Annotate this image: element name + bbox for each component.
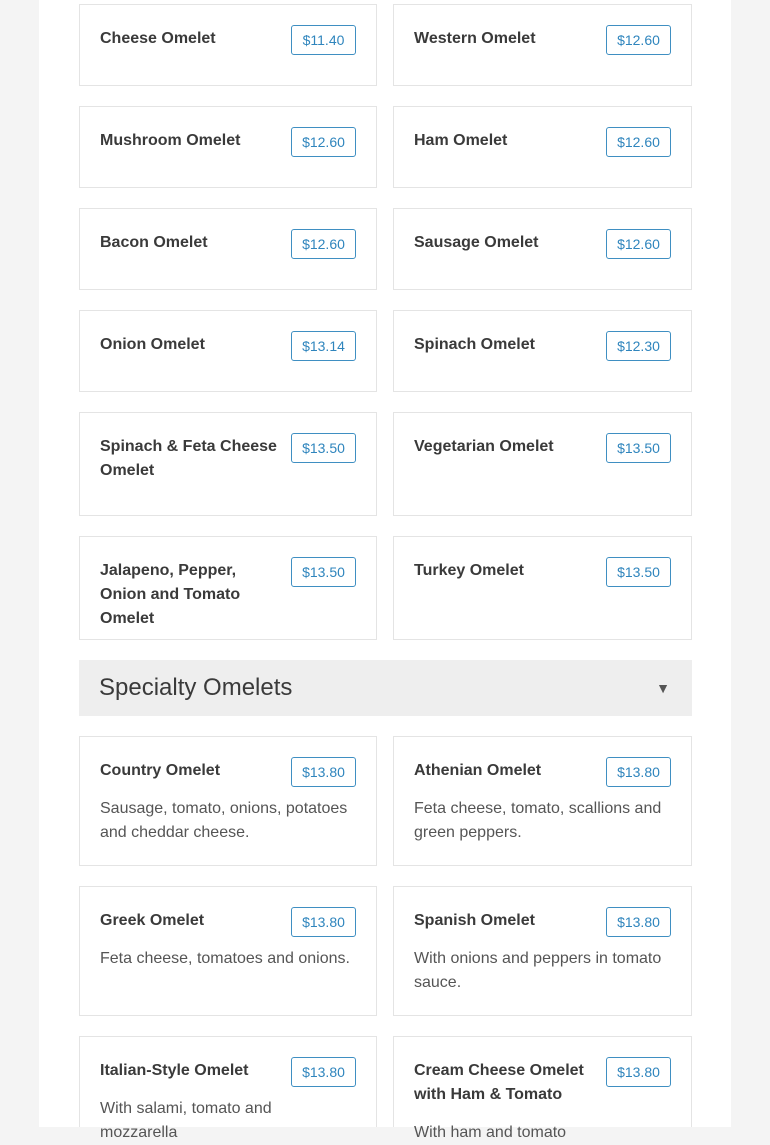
menu-item-price-button[interactable]: $13.50 [606, 433, 671, 463]
menu-item-name: Mushroom Omelet [100, 132, 241, 149]
menu-item-price-button[interactable]: $13.80 [291, 757, 356, 787]
menu-item-description: With onions and peppers in tomato sauce. [414, 950, 662, 991]
menu-item-card[interactable] [393, 4, 692, 86]
menu-item-price-button[interactable]: $13.50 [291, 557, 356, 587]
menu-item-price-button[interactable]: $12.60 [291, 127, 356, 157]
menu-item-card[interactable] [79, 1036, 377, 1141]
menu-item-price-button[interactable]: $12.60 [291, 229, 356, 259]
menu-item-name: Onion Omelet [100, 336, 205, 353]
menu-item-price-button[interactable]: $13.50 [291, 433, 356, 463]
menu-item-card[interactable] [393, 886, 692, 1016]
menu-item-description: Feta cheese, tomatoes and onions. [100, 950, 350, 967]
menu-item-price-button[interactable]: $13.80 [291, 1057, 356, 1087]
menu-item-name: Ham Omelet [414, 132, 508, 149]
menu-item-name: Turkey Omelet [414, 562, 524, 579]
menu-item-name: Spinach Omelet [414, 336, 535, 353]
menu-item-name: Cheese Omelet [100, 30, 216, 47]
menu-item-price-button[interactable]: $12.60 [606, 127, 671, 157]
menu-item-card[interactable] [393, 310, 692, 392]
menu-item-card[interactable] [79, 736, 377, 866]
menu-item-name: Cream Cheese Omelet with Ham & Tomato [414, 1062, 584, 1103]
menu-item-card[interactable] [79, 886, 377, 1016]
section-header-specialty-omelets[interactable] [79, 660, 692, 716]
menu-item-card[interactable] [79, 412, 377, 516]
caret-down-icon[interactable]: ▼ [656, 680, 670, 696]
menu-item-card[interactable] [79, 4, 377, 86]
menu-item-name: Bacon Omelet [100, 234, 208, 251]
menu-item-description: With salami, tomato and mozzarella [100, 1100, 272, 1141]
menu-item-price-button[interactable]: $13.80 [606, 757, 671, 787]
menu-item-price-button[interactable]: $13.80 [606, 907, 671, 937]
menu-item-price-button[interactable]: $12.30 [606, 331, 671, 361]
menu-item-card[interactable] [393, 536, 692, 640]
menu-item-card[interactable] [393, 736, 692, 866]
menu-item-card[interactable] [79, 208, 377, 290]
menu-item-price-button[interactable]: $13.80 [606, 1057, 671, 1087]
menu-item-name: Jalapeno, Pepper, Onion and Tomato Omelet [100, 562, 241, 627]
menu-item-price-button[interactable]: $11.40 [291, 25, 356, 55]
menu-item-price-button[interactable]: $12.60 [606, 229, 671, 259]
menu-item-card[interactable] [79, 310, 377, 392]
menu-item-name: Italian-Style Omelet [100, 1062, 249, 1079]
menu-item-card[interactable] [393, 1036, 692, 1141]
menu-item-card[interactable] [393, 106, 692, 188]
section-title: Specialty Omelets [99, 674, 293, 701]
menu-item-name: Greek Omelet [100, 912, 205, 929]
menu-item-price-button[interactable]: $13.80 [291, 907, 356, 937]
menu-item-price-button[interactable]: $13.14 [291, 331, 356, 361]
menu-item-price-button[interactable]: $12.60 [606, 25, 671, 55]
menu-item-name: Vegetarian Omelet [414, 438, 554, 455]
menu-item-name: Athenian Omelet [414, 762, 542, 779]
menu-item-card[interactable] [79, 106, 377, 188]
menu-item-description: Sausage, tomato, onions, potatoes and cheddar cheese. [100, 800, 348, 841]
menu-item-name: Country Omelet [100, 762, 221, 779]
menu-item-card[interactable] [393, 208, 692, 290]
menu-item-name: Western Omelet [414, 30, 536, 47]
menu-item-name: Spinach & Feta Cheese Omelet [100, 438, 277, 479]
menu-item-card[interactable] [79, 536, 377, 640]
menu-item-name: Spanish Omelet [414, 912, 535, 929]
menu-item-description: Feta cheese, tomato, scallions and green peppers. [414, 800, 662, 841]
menu-item-description: With ham and tomato [414, 1124, 567, 1141]
menu-item-card[interactable] [393, 412, 692, 516]
menu-item-price-button[interactable]: $13.50 [606, 557, 671, 587]
menu-item-name: Sausage Omelet [414, 234, 539, 251]
